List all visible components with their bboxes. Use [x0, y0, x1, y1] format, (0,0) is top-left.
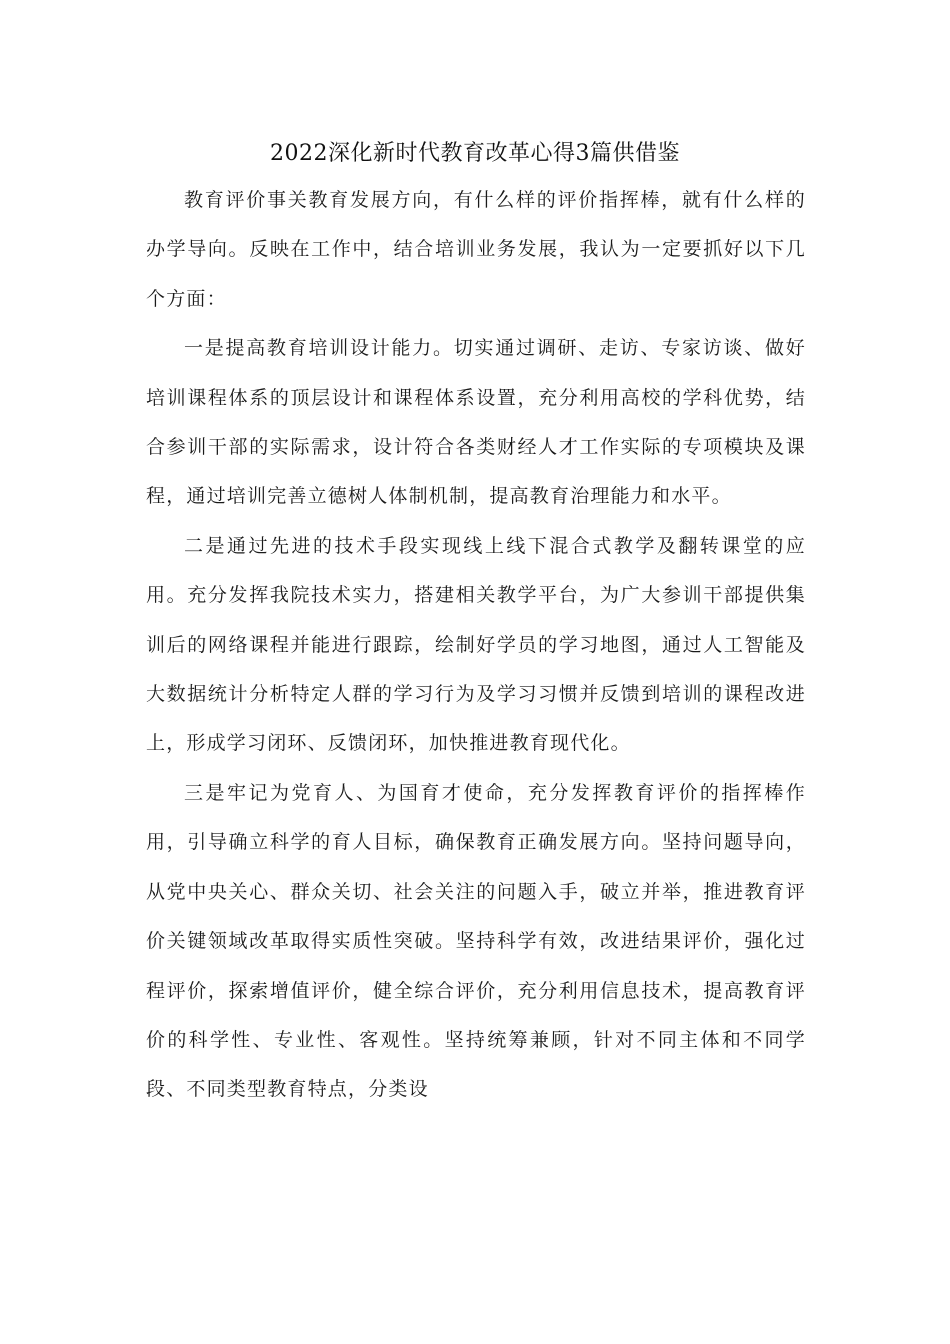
paragraph-point-two: 二是通过先进的技术手段实现线上线下混合式教学及翻转课堂的应用。充分发挥我院技术实力，搭建相关教学平台，为广大参训干部提供集训后的网络课程并能进行跟踪，绘制好学员的学习地图，通过人工智能及大数据统计分析特定人群的学习行为及学习习惯并反馈到培训的课程改进上，形成学习闭环、反馈闭环，加快推进教育现代化。 — [146, 534, 806, 755]
paragraph-point-one: 一是提高教育培训设计能力。切实通过调研、走访、专家访谈、做好培训课程体系的顶层设计和课程体系设置，充分利用高校的学科优势，结合参训干部的实际需求，设计符合各类财经人才工作实际的专项模块及课程，通过培训完善立德树人体制机制，提高教育治理能力和水平。 — [146, 337, 806, 508]
paragraph-point-three: 三是牢记为党育人、为国育才使命，充分发挥教育评价的指挥棒作用，引导确立科学的育人目标，确保教育正确发展方向。坚持问题导向，从党中央关心、群众关切、社会关注的问题入手，破立并举，推进教育评价关键领域改革取得实质性突破。坚持科学有效，改进结果评价，强化过程评价，探索增值评价，健全综合评价，充分利用信息技术，提高教育评价的科学性、专业性、客观性。坚持统筹兼顾，针对不同主体和不同学段、不同类型教育特点，分类设 — [146, 781, 806, 1101]
paragraph-intro: 教育评价事关教育发展方向，有什么样的评价指挥棒，就有什么样的办学导向。反映在工作中，结合培训业务发展，我认为一定要抓好以下几个方面： — [146, 189, 806, 310]
document-body — [146, 176, 806, 1115]
document-title: 2022深化新时代教育改革心得3篇供借鉴 — [270, 141, 680, 166]
